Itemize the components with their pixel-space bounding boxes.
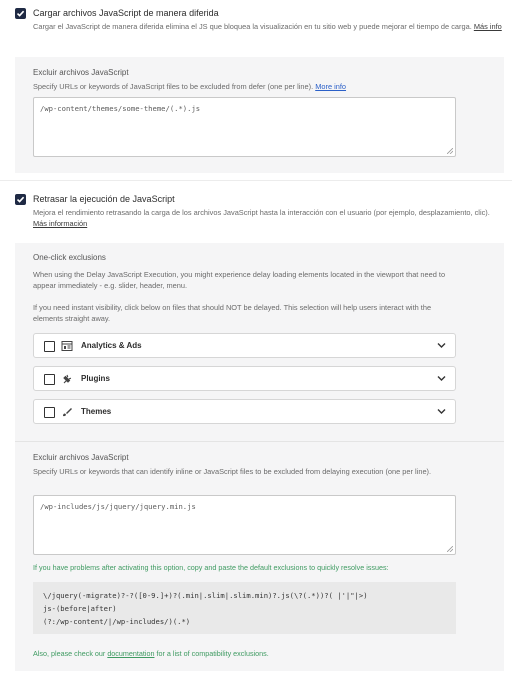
defer-js-title: Cargar archivos JavaScript de manera diferida xyxy=(33,8,219,18)
plugins-label: Plugins xyxy=(81,374,110,383)
default-exclusion-line: (?:/wp-content/|/wp-includes/)(.*) xyxy=(43,617,191,626)
theme-brush-icon xyxy=(61,406,73,418)
problem-note: If you have problems after activating this option, copy and paste the default exclusions to quickly resolve issues: xyxy=(33,563,389,572)
chevron-down-icon[interactable] xyxy=(437,408,446,415)
one-click-text-1: When using the Delay JavaScript Execution, you might experience delay loading elements located in the viewport that need to appear immediately - e.g. slider, header, menu. xyxy=(33,270,446,290)
delay-js-description xyxy=(33,207,503,229)
plugins-checkbox[interactable] xyxy=(44,374,55,385)
exclusion-themes[interactable] xyxy=(33,399,456,424)
defer-exclude-help-text: Specify URLs or keywords of JavaScript files to be excluded from defer (one per line). xyxy=(33,82,314,91)
defer-js-description xyxy=(33,21,503,32)
default-exclusions-code[interactable] xyxy=(33,582,456,634)
exclusion-analytics-ads[interactable] xyxy=(33,333,456,358)
analytics-ads-label: Analytics & Ads xyxy=(81,341,142,350)
one-click-text-2: If you need instant visibility, click below on files that should NOT be delayed. This selection will help users interact with the elements straight away. xyxy=(33,303,432,323)
delay-exclude-textarea[interactable] xyxy=(33,495,456,555)
delay-js-description-text: Mejora el rendimiento retrasando la carga de los archivos JavaScript hasta la interacción con el usuario (por ejemplo, desplazamiento, clic). xyxy=(33,208,490,217)
documentation-note-prefix: Also, please check our xyxy=(33,649,108,658)
documentation-note-suffix: for a list of compatibility exclusions. xyxy=(154,649,269,658)
defer-js-description-text: Cargar el JavaScript de manera diferida elimina el JS que bloquea la visualización en tu sitio web y puede mejorar el tiempo de carga. xyxy=(33,22,472,31)
defer-js-checkbox[interactable] xyxy=(15,8,26,19)
exclusion-plugins[interactable] xyxy=(33,366,456,391)
themes-label: Themes xyxy=(81,407,112,416)
delay-exclude-value: /wp-includes/js/jquery/jquery.min.js xyxy=(40,502,196,511)
delay-exclude-label: Excluir archivos JavaScript xyxy=(33,453,129,462)
plugin-icon xyxy=(61,373,73,385)
default-exclusion-line: \/jquery(-migrate)?-?([0-9.]+)?(.min|.slim|.slim.min)?.js(\?(.*))?( |'|"|>) xyxy=(43,591,368,600)
one-click-heading: One-click exclusions xyxy=(33,253,106,262)
documentation-note xyxy=(33,649,269,658)
analytics-ads-checkbox[interactable] xyxy=(44,341,55,352)
defer-exclude-textarea[interactable] xyxy=(33,97,456,157)
defer-exclude-value: /wp-content/themes/some-theme/(.*).js xyxy=(40,104,201,113)
defer-more-info-link[interactable]: Más info xyxy=(473,22,502,31)
resize-handle-icon[interactable] xyxy=(447,546,453,552)
defer-exclude-help xyxy=(33,81,346,92)
defer-exclude-label: Excluir archivos JavaScript xyxy=(33,68,129,77)
analytics-icon xyxy=(61,340,73,352)
themes-checkbox[interactable] xyxy=(44,407,55,418)
delay-exclude-help: Specify URLs or keywords that can identify inline or JavaScript files to be excluded from delaying execution (one per line). xyxy=(33,467,432,476)
chevron-down-icon[interactable] xyxy=(437,375,446,382)
panel-divider xyxy=(15,441,504,442)
documentation-link[interactable]: documentation xyxy=(107,649,155,658)
defer-exclude-more-info-link[interactable]: More info xyxy=(315,82,347,91)
resize-handle-icon[interactable] xyxy=(447,148,453,154)
delay-more-info-link[interactable]: Más información xyxy=(33,219,88,228)
default-exclusion-line: js-(before|after) xyxy=(43,604,117,613)
chevron-down-icon[interactable] xyxy=(437,342,446,349)
delay-js-title: Retrasar la ejecución de JavaScript xyxy=(33,194,175,204)
delay-js-checkbox[interactable] xyxy=(15,194,26,205)
section-divider xyxy=(0,180,512,181)
